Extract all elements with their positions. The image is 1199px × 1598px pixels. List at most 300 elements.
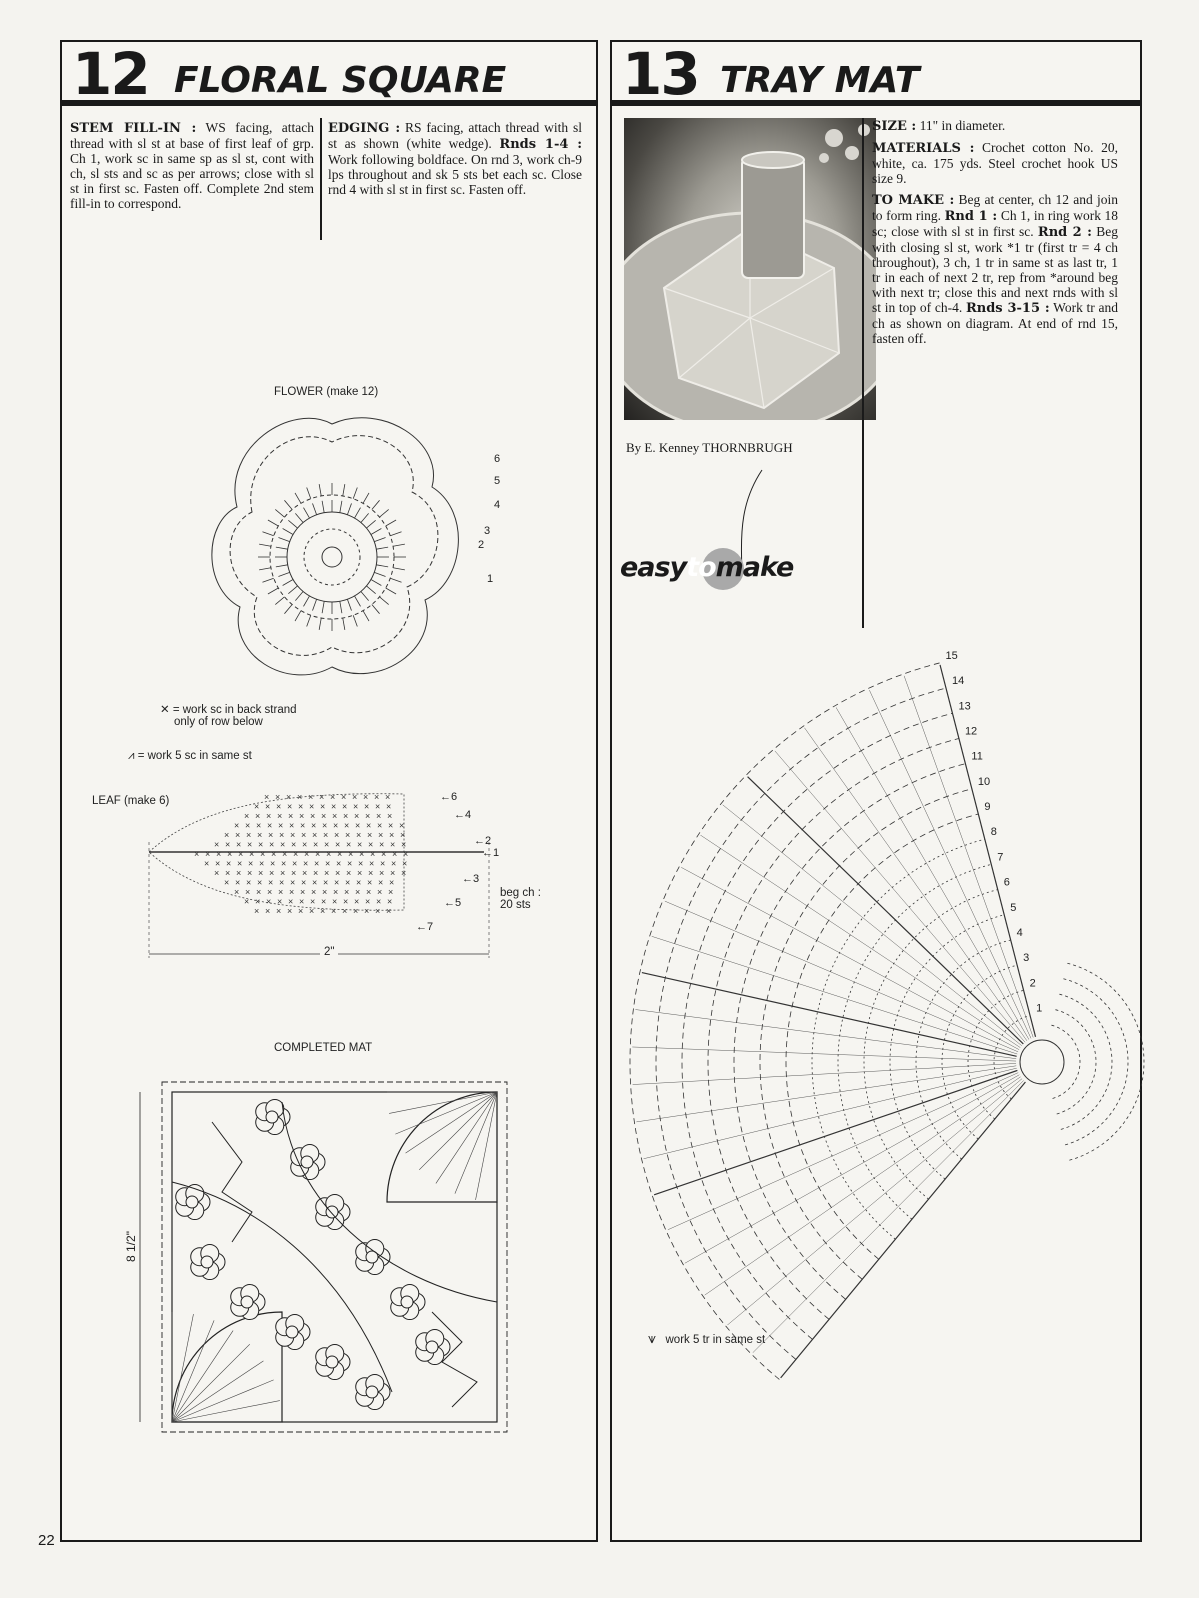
leaf-stitch: × <box>309 801 315 812</box>
leaf-stitch: × <box>298 906 304 916</box>
leaf-stitch: × <box>357 839 363 850</box>
leaf-stitch: × <box>352 792 358 802</box>
leaf-stitch: × <box>215 858 221 869</box>
fan-symbol-icon: ⩘ <box>128 750 135 762</box>
leaf-stitch: × <box>375 801 381 812</box>
tray-round-arc <box>890 915 1004 1179</box>
leaf-stitch: × <box>368 839 374 850</box>
tray-spoke <box>869 690 1031 1038</box>
leaf-stitch: × <box>248 858 254 869</box>
leaf-stitch: × <box>366 820 372 831</box>
tray-round-arc <box>916 940 1011 1159</box>
leaf-row-number: ←7 <box>416 921 434 933</box>
leaf-stitch: × <box>364 801 370 812</box>
leaf-stitch: × <box>324 868 330 878</box>
tray-round-number: 5 <box>1010 901 1017 914</box>
tray-round-arc <box>630 663 940 1380</box>
leaf-stitch: × <box>320 906 326 916</box>
tray-spoke <box>632 1047 1016 1061</box>
floral-square-header <box>62 42 596 106</box>
leaf-row-number: ←5 <box>444 897 462 909</box>
leaf-stitch: × <box>247 868 253 878</box>
leaf-stitch: × <box>323 830 329 840</box>
leaf-stitch: × <box>345 830 351 840</box>
leaf-stitch: × <box>298 801 304 812</box>
pattern-number: 12 <box>72 40 149 108</box>
leaf-stitch: × <box>377 887 383 897</box>
tray-round-arc <box>942 965 1017 1139</box>
leaf-stitch: × <box>227 849 233 859</box>
tray-round-number: 14 <box>952 675 965 688</box>
leaf-stitch: × <box>311 820 317 831</box>
leaf-stitch: × <box>354 811 360 821</box>
pattern-title: TRAY MAT <box>720 60 920 101</box>
leaf-stitch: × <box>367 877 373 888</box>
leaf-stitch: × <box>343 811 349 821</box>
leaf-stitch: × <box>279 877 285 888</box>
leaf-stitch: × <box>325 858 331 869</box>
leaf-stitch: × <box>402 858 408 869</box>
tray-spoke <box>748 777 1024 1044</box>
tray-round-number: 12 <box>964 725 978 738</box>
leaf-stitch: × <box>304 849 310 859</box>
leaf-stitch: × <box>326 849 332 859</box>
leaf-stitch: × <box>341 792 347 802</box>
leaf-stitch: × <box>389 877 395 888</box>
designer-byline: By E. Kenney THORNBRUGH <box>626 440 793 455</box>
leaf-stitch: × <box>275 792 281 802</box>
tray-round-arc <box>864 890 998 1200</box>
leaf-row-number: ←2 <box>474 835 492 847</box>
leaf-stitch: × <box>367 830 373 840</box>
leaf-stitch: × <box>312 877 318 888</box>
tray-spoke <box>685 1075 1020 1264</box>
tray-spoke <box>775 751 1025 1042</box>
leaf-stitch: × <box>234 887 240 897</box>
leaf-stitch: × <box>374 792 380 802</box>
leaf-stitch: × <box>289 887 295 897</box>
leaf-stitch: × <box>336 858 342 869</box>
edging-body-2: Work following boldface. On rnd 3, work ch-9 lps throughout and sk 5 sts bet each sc. Close rnd 4 with sl st in first sc. Fasten off. <box>328 152 582 197</box>
leaf-stitch: × <box>224 877 230 888</box>
flower-motif <box>356 1239 390 1274</box>
tray-center-arc <box>1063 979 1128 1146</box>
flower-motif <box>176 1184 210 1219</box>
leaf-stitch: × <box>357 868 363 878</box>
leaf-stitch: × <box>214 839 220 850</box>
leaf-stitch: × <box>315 849 321 859</box>
tray-round-number: 11 <box>971 750 983 763</box>
leaf-stitch: × <box>331 906 337 916</box>
leaf-stitch: × <box>301 877 307 888</box>
leaf-stitch: × <box>302 868 308 878</box>
leaf-row-number: ←4 <box>454 809 472 821</box>
tray-round-number: 9 <box>984 801 991 814</box>
leaf-stitch: × <box>346 839 352 850</box>
completed-mat-label: COMPLETED MAT <box>274 1042 373 1054</box>
leaf-stitch: × <box>278 820 284 831</box>
tray-round-arc <box>682 713 952 1339</box>
tray-spoke <box>753 1080 1024 1352</box>
leaf-stitch: × <box>302 839 308 850</box>
leaf-stitch: × <box>348 849 354 859</box>
tray-round-number: 3 <box>1023 952 1030 965</box>
tray-round-arc <box>760 789 972 1279</box>
tray-round-arc <box>734 764 965 1300</box>
leaf-stitch: × <box>332 896 338 907</box>
leaf-stitch: × <box>276 801 282 812</box>
tray-round-number: 13 <box>958 700 971 713</box>
leaf-label: LEAF (make 6) <box>92 795 170 807</box>
leaf-stitch: × <box>260 849 266 859</box>
tray-round-number: 10 <box>977 775 991 788</box>
leaf-stitch: × <box>386 906 392 916</box>
flower-row-number: 5 <box>494 475 501 487</box>
leaf-stitch: × <box>299 896 305 907</box>
tray-mat-photo <box>624 118 876 420</box>
edging-text <box>328 120 582 197</box>
leaf-stitch: × <box>254 906 260 916</box>
leaf-stitch: × <box>358 858 364 869</box>
leaf-stitch: × <box>259 858 265 869</box>
tray-round-arc <box>838 864 991 1219</box>
leaf-stitch: × <box>386 801 392 812</box>
edging-body-1: RS facing, attach thread with sl st as shown (white wedge). <box>328 120 582 151</box>
flower-label: FLOWER (make 12) <box>274 386 379 398</box>
tray-center-arc <box>1067 963 1144 1161</box>
leaf-stitch: × <box>280 839 286 850</box>
leaf-stitch: × <box>267 887 273 897</box>
pattern-number: 13 <box>622 40 699 108</box>
tray-mat-diagram <box>612 642 1142 1282</box>
leaf-stitch: × <box>377 820 383 831</box>
flower-row-number: 3 <box>484 525 491 537</box>
leaf-stitch: × <box>286 792 292 802</box>
leaf-stitch: × <box>238 849 244 859</box>
legend-5sc: ⩘ = work 5 sc in same st <box>128 750 252 762</box>
leaf-stitch: × <box>270 858 276 869</box>
leaf-stitch: × <box>300 820 306 831</box>
leaf-stitch: × <box>376 896 382 907</box>
mat-size-label: 8 1/2" <box>124 1231 138 1262</box>
leaf-stitch: × <box>330 792 336 802</box>
leaf-stitch: × <box>225 839 231 850</box>
leaf-stitch: × <box>276 906 282 916</box>
leaf-stitch: × <box>245 887 251 897</box>
floral-square-panel <box>60 40 598 1542</box>
tray-spoke <box>781 1082 1026 1378</box>
leaf-stitch: × <box>310 811 316 821</box>
leaf-stitch: × <box>290 877 296 888</box>
leaf-stitch: × <box>322 820 328 831</box>
leaf-stitch: × <box>299 811 305 821</box>
leaf-stitch: × <box>247 839 253 850</box>
leaf-stitch: × <box>281 858 287 869</box>
leaf-stitch: × <box>256 820 262 831</box>
flower-row-number: 6 <box>494 453 501 465</box>
leaf-stitch: × <box>378 830 384 840</box>
leaf-stitch: × <box>335 839 341 850</box>
leaf-stitch: × <box>279 830 285 840</box>
leaf-stitch: × <box>236 868 242 878</box>
leaf-stitch: × <box>271 849 277 859</box>
leaf-stitch: × <box>303 858 309 869</box>
legend-sc-back-strand: ✕ = work sc in back strand only of row below <box>160 704 297 728</box>
leaf-stitch: × <box>280 868 286 878</box>
leaf-stitch: × <box>313 868 319 878</box>
flower-row-number: 1 <box>487 573 494 585</box>
leaf-stitch: × <box>288 811 294 821</box>
tray-round-number: 6 <box>1003 876 1010 889</box>
flower-motif <box>191 1244 225 1279</box>
stem-fill-in-text <box>70 120 314 211</box>
flower-motif <box>256 1099 290 1134</box>
tray-center-arc <box>1055 1010 1096 1115</box>
leaf-stitch: × <box>267 820 273 831</box>
leaf-stitch: × <box>392 849 398 859</box>
leaf-stitch: × <box>291 839 297 850</box>
tray-round-arc <box>708 738 959 1319</box>
leaf-stitch: × <box>257 877 263 888</box>
tray-spoke <box>723 805 1022 1046</box>
leaf-stitch: × <box>291 868 297 878</box>
leaf-stitch: × <box>235 830 241 840</box>
leaf-stitch: × <box>401 868 407 878</box>
leaf-stitch: × <box>321 896 327 907</box>
leaf-stitch: × <box>269 839 275 850</box>
flower-motif <box>276 1314 310 1349</box>
tray-spoke <box>652 936 1018 1054</box>
leaf-stitch: × <box>346 868 352 878</box>
leaf-stitch: × <box>249 849 255 859</box>
leaf-width-label: 2" <box>320 946 338 958</box>
pattern-title: FLORAL SQUARE <box>174 60 507 101</box>
leaf-stitch: × <box>314 858 320 869</box>
tray-spoke <box>705 1077 1021 1295</box>
leaf-stitch: × <box>378 877 384 888</box>
tray-spoke <box>727 1079 1022 1325</box>
leaf-stitch: × <box>268 877 274 888</box>
leaf-stitch: × <box>334 830 340 840</box>
leaf-stitch: × <box>388 887 394 897</box>
page-number: 22 <box>38 1532 55 1549</box>
tray-round-number: 4 <box>1016 926 1023 939</box>
leaf-stitch: × <box>244 811 250 821</box>
leaf-stitch: × <box>287 906 293 916</box>
leaf-stitch: × <box>380 858 386 869</box>
leaf-stitch: × <box>269 868 275 878</box>
tray-spoke <box>636 1066 1016 1122</box>
tray-round-arc <box>968 990 1024 1119</box>
leaf-stitch: × <box>400 830 406 840</box>
leaf-stitch: × <box>355 887 361 897</box>
tray-round-number: 7 <box>997 851 1004 864</box>
tray-spoke <box>665 901 1018 1052</box>
leaf-stitch: × <box>226 858 232 869</box>
leaf-stitch: × <box>391 858 397 869</box>
leaf-stitch: × <box>342 906 348 916</box>
leaf-stitch: × <box>337 849 343 859</box>
flower-diagram <box>182 402 502 682</box>
leaf-stitch: × <box>308 792 314 802</box>
leaf-stitch: × <box>277 896 283 907</box>
legend-5tr: ⩛ work 5 tr in same st <box>648 1330 766 1346</box>
leaf-stitch: × <box>254 801 260 812</box>
leaf-stitch: × <box>368 868 374 878</box>
leaf-stitch: × <box>288 896 294 907</box>
leaf-stitch: × <box>319 792 325 802</box>
leaf-stitch: × <box>363 792 369 802</box>
leaf-stitch: × <box>289 820 295 831</box>
leaf-stitch: × <box>385 792 391 802</box>
leaf-stitch: × <box>356 830 362 840</box>
leaf-stitch: × <box>258 868 264 878</box>
edging-rounds: Rnds 1-4 : <box>499 137 582 152</box>
leaf-stitch: × <box>255 896 261 907</box>
leaf-stitch: × <box>355 820 361 831</box>
tray-spoke <box>654 1070 1017 1194</box>
leaf-stitch: × <box>266 811 272 821</box>
easy-to-make-badge: easytomake <box>620 552 793 583</box>
leaf-stitch: × <box>264 792 270 802</box>
tray-round-arc <box>656 688 946 1359</box>
leaf-stitch: × <box>256 887 262 897</box>
leaf-stitch: × <box>333 820 339 831</box>
leaf-stitch: × <box>224 830 230 840</box>
leaf-stitch: × <box>332 811 338 821</box>
leaf-row-number: ←1 <box>482 847 500 859</box>
leaf-stitch: × <box>205 849 211 859</box>
leaf-stitch: × <box>381 849 387 859</box>
completed-mat-diagram <box>124 1062 552 1482</box>
flower-motif <box>291 1144 325 1179</box>
tray-round-number: 8 <box>990 826 997 839</box>
tray-round-number: 2 <box>1029 977 1036 990</box>
leaf-stitch: × <box>237 858 243 869</box>
tray-mat-instructions: SIZE : 11" in diameter. MATERIALS : Crochet cotton No. 20, white, ca. 175 yds. Steel crochet hook US size 9. TO MAKE : Beg at center, ch 12 and join to form ring. Rnd 1 : Ch 1, in ring work 18 sc; close with sl st in first sc. Rnd 2 : Beg with closing sl st, work *1 tr (first tr = 4 ch throughout), 3 ch, 1 tr in same st as last tr, 1 tr in each of next 2 tr, rep from *around beg with next tr; close this and next rnds with sl st in top of ch-4. Rnds 3-15 : Work tr and ch as shown on diagram. At end of rnd 15, fasten off. <box>872 118 1119 346</box>
leaf-stitch: × <box>333 887 339 897</box>
tray-spoke <box>836 707 1029 1039</box>
leaf-stitch: × <box>244 896 250 907</box>
tray-center-arc <box>1051 1025 1080 1099</box>
leaf-stitch: × <box>234 820 240 831</box>
leaf-stitch: × <box>216 849 222 859</box>
leaf-stitch: × <box>245 820 251 831</box>
leaf-stitch: × <box>364 906 370 916</box>
leaf-stitch: × <box>258 839 264 850</box>
leaf-stitch: × <box>278 887 284 897</box>
leaf-stitch: × <box>379 839 385 850</box>
leaf-stitch: × <box>321 811 327 821</box>
edging-heading: EDGING : <box>328 121 401 136</box>
leaf-stitch: × <box>353 906 359 916</box>
leaf-stitch: × <box>342 801 348 812</box>
leaf-stitch: × <box>345 877 351 888</box>
leaf-stitch: × <box>369 858 375 869</box>
column-divider <box>862 118 864 628</box>
stem-body: WS facing, attach thread with sl st at base of first leaf of grp. Ch 1, work sc in same sp as sl st, cont with ch, sl sts and sc as per arrows; close with sl st in first sc. Fasten off. Complete 2nd stem fill-in to correspond. <box>70 120 314 211</box>
tray-round-arc <box>812 839 985 1239</box>
flower-motif <box>391 1284 425 1319</box>
leaf-stitch: × <box>353 801 359 812</box>
tray-spoke <box>633 1063 1016 1084</box>
leaf-stitch: × <box>334 877 340 888</box>
x-symbol-icon: ✕ <box>160 704 170 716</box>
leaf-stitch: × <box>287 801 293 812</box>
tray-spoke <box>940 665 1035 1037</box>
tray-mat-header <box>612 42 1140 106</box>
leaf-stitch: × <box>401 839 407 850</box>
leaf-stitch: × <box>354 896 360 907</box>
leaf-stitch: × <box>265 906 271 916</box>
leaf-stitch: × <box>331 801 337 812</box>
leaf-stitch: × <box>300 887 306 897</box>
leaf-stitch: × <box>324 839 330 850</box>
flower-row-number: 2 <box>478 539 485 551</box>
leaf-stitch: × <box>390 839 396 850</box>
leaf-stitch: × <box>246 830 252 840</box>
leaf-row-number: ←6 <box>440 791 458 803</box>
leaf-stitch: × <box>388 820 394 831</box>
tray-mat-photo-art <box>624 118 876 420</box>
leaf-stitch: × <box>387 896 393 907</box>
leaf-stitch: × <box>313 839 319 850</box>
flower-motif <box>316 1344 350 1379</box>
leaf-stitch: × <box>246 877 252 888</box>
leaf-stitch: × <box>379 868 385 878</box>
leaf-stitch: × <box>266 896 272 907</box>
leaf-stitch: × <box>268 830 274 840</box>
leaf-stitch: × <box>356 877 362 888</box>
beg-ch-label: beg ch : 20 sts <box>500 887 541 911</box>
tray-round-number: 15 <box>945 649 958 662</box>
leaf-stitch: × <box>359 849 365 859</box>
leaf-stitch: × <box>320 801 326 812</box>
flower-row-number: 4 <box>494 499 501 511</box>
leaf-stitch: × <box>390 868 396 878</box>
leaf-stitch: × <box>301 830 307 840</box>
leaf-stitch: × <box>311 887 317 897</box>
tray-round-arc <box>786 814 978 1259</box>
leaf-stitch: × <box>310 896 316 907</box>
leaf-diagram <box>144 782 584 972</box>
tray-mat-panel <box>610 40 1142 1542</box>
leaf-stitch: × <box>292 858 298 869</box>
tray-round-number: 1 <box>1036 1002 1043 1015</box>
leaf-stitch: × <box>257 830 263 840</box>
leaf-row-number: ←3 <box>462 873 480 885</box>
leaf-stitch: × <box>309 906 315 916</box>
leaf-stitch: × <box>277 811 283 821</box>
leaf-stitch: × <box>290 830 296 840</box>
leaf-stitch: × <box>343 896 349 907</box>
leaf-stitch: × <box>370 849 376 859</box>
leaf-stitch: × <box>403 849 409 859</box>
leaf-stitch: × <box>376 811 382 821</box>
leaf-stitch: × <box>297 792 303 802</box>
leaf-stitch: × <box>344 887 350 897</box>
leaf-stitch: × <box>366 887 372 897</box>
leaf-stitch: × <box>255 811 261 821</box>
tray-spoke <box>635 1010 1016 1059</box>
flower-motif <box>356 1374 390 1409</box>
tray-spoke <box>644 1068 1017 1159</box>
leaf-stitch: × <box>225 868 231 878</box>
leaf-stitch: × <box>347 858 353 869</box>
leaf-stitch: × <box>389 830 395 840</box>
leaf-stitch: × <box>344 820 350 831</box>
stem-heading: STEM FILL-IN : <box>70 121 197 136</box>
